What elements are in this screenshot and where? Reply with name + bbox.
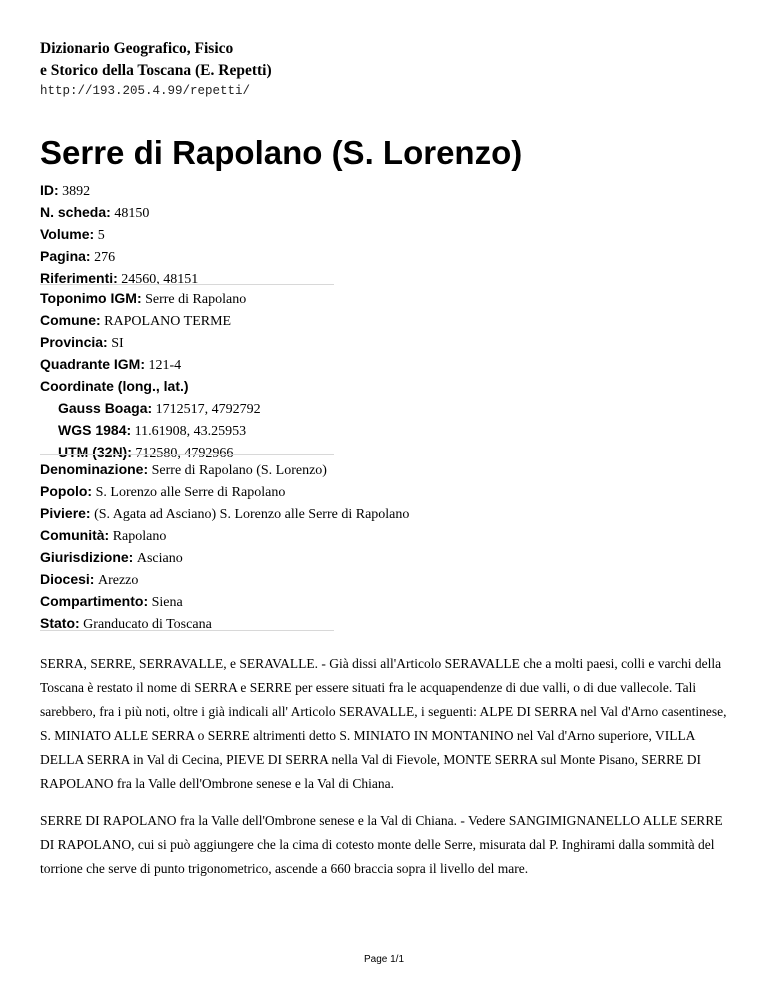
divider: [40, 284, 334, 285]
field-stato: [40, 613, 334, 635]
field-provincia: [40, 332, 334, 354]
field-label: WGS 1984:: [58, 422, 132, 438]
field-label: Comune:: [40, 312, 101, 328]
field-label: Coordinate (long., lat.): [40, 378, 189, 394]
field-label: N. scheda:: [40, 204, 111, 220]
field-popolo: [40, 481, 334, 503]
field-value: 48150: [114, 206, 150, 221]
field-value: Serre di Rapolano (S. Lorenzo): [151, 463, 327, 478]
field-value: 121-4: [148, 358, 182, 373]
field-label: Quadrante IGM:: [40, 356, 146, 372]
field-value: 24560, 48151: [121, 272, 199, 287]
field-label: UTM (32N):: [58, 444, 132, 460]
field-value: 1712517, 4792792: [155, 402, 261, 417]
field-value: Rapolano: [112, 529, 167, 544]
field-label: Toponimo IGM:: [40, 290, 142, 306]
field-giurisdizione: [40, 547, 334, 569]
field-comunita: [40, 525, 334, 547]
field-value: 11.61908, 43.25953: [134, 424, 247, 439]
record-info: [40, 180, 334, 290]
field-value: 3892: [62, 184, 91, 199]
document-header: [40, 38, 272, 99]
field-value: Siena: [151, 595, 183, 610]
field-label: Denominazione:: [40, 461, 149, 477]
coordinates-heading: [40, 376, 334, 398]
field-value: 276: [94, 250, 116, 265]
field-quadrante: [40, 354, 334, 376]
field-label: Volume:: [40, 226, 95, 242]
field-label: Diocesi:: [40, 571, 95, 587]
historic-info: [40, 459, 410, 635]
field-value: S. Lorenzo alle Serre di Rapolano: [95, 485, 286, 500]
body-paragraph-1: SERRA, SERRE, SERRAVALLE, e SERAVALLE. - Già dissi all'Articolo SERAVALLE che a molti paesi, colli e varchi della Toscana è restato il nome di SERRA e SERRE per essere situati fra le acquapendenze di due valli, o di due vallecole. Tali sarebbero, fra i più noti, oltre i già indicali all' Articolo SERAVALLE, i seguenti: ALPE DI SERRA nel Val d'Arno casentinese, S. MINIATO ALLE SERRA o SERRE altrimenti detto S. MINIATO IN MONTANINO nel Val d'Arno superiore, VILLA DELLA SERRA in Val di Cecina, PIEVE DI SERRA nella Val di Fievole, MONTE SERRA sul Monte Pisano, SERRE DI RAPOLANO fra la Valle dell'Ombrone senese e la Val di Chiana.: [40, 656, 727, 791]
field-riferimenti: [40, 268, 334, 290]
field-label: Pagina:: [40, 248, 91, 264]
field-value: 712580, 4792966: [135, 446, 234, 461]
field-label: Provincia:: [40, 334, 108, 350]
field-value: SI: [111, 336, 124, 351]
field-diocesi: [40, 569, 334, 591]
field-toponimo: [40, 288, 334, 310]
divider: [40, 454, 334, 455]
field-compartimento: [40, 591, 334, 613]
field-value: (S. Agata ad Asciano) S. Lorenzo alle Serre di Rapolano: [94, 507, 410, 522]
geo-info: [40, 288, 334, 464]
source-url: http://193.205.4.99/repetti/: [40, 84, 251, 98]
field-label: Comunità:: [40, 527, 110, 543]
field-value: Arezzo: [97, 573, 139, 588]
field-label: Giurisdizione:: [40, 549, 134, 565]
page-number: Page 1/1: [363, 954, 405, 965]
field-denominazione: [40, 459, 334, 481]
field-label: Riferimenti:: [40, 270, 118, 286]
field-label: Piviere:: [40, 505, 91, 521]
field-value: Asciano: [136, 551, 183, 566]
field-scheda: [40, 202, 334, 224]
field-label: Gauss Boaga:: [58, 400, 153, 416]
field-value: Granducato di Toscana: [83, 617, 212, 632]
field-id: [40, 180, 334, 202]
field-label: Popolo:: [40, 483, 93, 499]
field-piviere: [40, 503, 410, 525]
field-volume: [40, 224, 334, 246]
field-value: 5: [97, 228, 105, 243]
field-pagina: [40, 246, 334, 268]
field-value: Serre di Rapolano: [145, 292, 247, 307]
body-paragraph-2: SERRE DI RAPOLANO fra la Valle dell'Ombrone senese e la Val di Chiana. - Vedere SANGIMIGNANELLO ALLE SERRE DI RAPOLANO, cui si può aggiungere che la cima di cotesto monte delle Serre, misurata dal P. Inghirami dalla sommità del torrione che serve di punto trigonometrico, ascende a 660 braccia sopra il livello del mare.: [40, 813, 723, 876]
field-gauss-boaga: [40, 398, 334, 420]
field-value: RAPOLANO TERME: [104, 314, 232, 329]
dictionary-title-line-2: e Storico della Toscana (E. Repetti): [40, 62, 272, 79]
field-label: ID:: [40, 182, 59, 198]
page-title: Serre di Rapolano (S. Lorenzo): [40, 134, 523, 171]
field-label: Stato:: [40, 615, 80, 631]
field-wgs-1984: [40, 420, 334, 442]
field-label: Compartimento:: [40, 593, 149, 609]
divider: [40, 630, 334, 631]
dictionary-title-line-1: Dizionario Geografico, Fisico: [40, 40, 234, 57]
field-comune: [40, 310, 334, 332]
